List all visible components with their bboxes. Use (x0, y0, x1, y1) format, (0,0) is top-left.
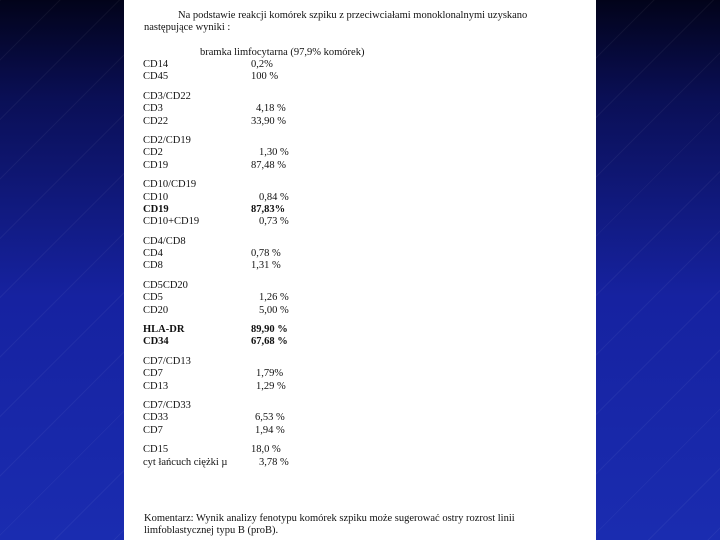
marker-value: 1,79% (256, 368, 284, 380)
marker-value: 5,00 % (259, 304, 289, 316)
marker-row (143, 381, 443, 393)
marker-name: CD3/CD22 (143, 90, 191, 102)
marker-row (143, 248, 443, 260)
marker-value: 1,30 % (259, 147, 289, 159)
marker-name: CD2/CD19 (143, 134, 191, 146)
marker-row (143, 116, 443, 128)
comment-line-2: limfoblastycznej typu B (proB). (144, 525, 279, 537)
marker-name: CD22 (143, 115, 169, 127)
marker-row (143, 204, 443, 216)
marker-name: CD4/CD8 (143, 235, 186, 247)
marker-name: CD19 (143, 159, 169, 171)
comment-line-1: Komentarz: Wynik analizy fenotypu komórek szpiku może sugerować ostry rozrost linii (144, 513, 515, 524)
marker-row (143, 135, 443, 147)
marker-row (143, 444, 443, 456)
marker-name: CD7 (143, 424, 163, 436)
marker-row (143, 356, 443, 368)
marker-row (143, 368, 443, 380)
group-spacer (143, 317, 443, 324)
group-spacer (143, 349, 443, 356)
marker-value: 1,29 % (256, 380, 286, 392)
marker-name: cyt łańcuch ciężki µ (143, 456, 228, 468)
marker-name: CD7/CD33 (143, 399, 191, 411)
scanned-document (124, 0, 596, 540)
intro-text (144, 10, 574, 35)
marker-name: CD45 (143, 71, 169, 83)
marker-name: CD19 (143, 203, 169, 215)
marker-name: CD20 (143, 304, 169, 316)
group-spacer (143, 128, 443, 135)
intro-line-1: Na podstawie reakcji komórek szpiku z przeciwciałami monoklonalnymi uzyskano (178, 10, 528, 21)
marker-value: 3,78 % (259, 456, 289, 468)
marker-value: 1,31 % (251, 260, 281, 272)
comment-text (144, 513, 584, 538)
marker-name: CD5 (143, 292, 163, 304)
marker-name: CD2 (143, 147, 163, 159)
marker-row (143, 412, 443, 424)
intro-line-2: następujące wyniki : (144, 22, 231, 34)
group-spacer (143, 393, 443, 400)
marker-value: 100 % (251, 71, 279, 83)
marker-name: CD7 (143, 368, 163, 380)
marker-name: HLA-DR (143, 324, 185, 336)
marker-name: CD4 (143, 248, 163, 260)
marker-row (143, 216, 443, 228)
marker-value: 18,0 % (251, 444, 281, 456)
marker-name: CD15 (143, 444, 169, 456)
marker-name: CD33 (143, 412, 169, 424)
marker-name: CD10/CD19 (143, 179, 197, 191)
marker-name: CD14 (143, 59, 169, 70)
group-spacer (143, 437, 443, 444)
marker-value: 6,53 % (255, 412, 285, 424)
marker-row (143, 305, 443, 317)
marker-results-table (143, 59, 443, 469)
marker-name: CD10 (143, 191, 169, 203)
marker-value: 0,78 % (251, 248, 281, 260)
marker-row (143, 457, 443, 469)
marker-row (143, 292, 443, 304)
marker-value: 33,90 % (251, 115, 286, 127)
gate-label: bramka limfocytarna (97,9% komórek) (200, 47, 365, 58)
group-spacer (143, 229, 443, 236)
marker-row (143, 324, 443, 336)
marker-value: 0,84 % (259, 191, 289, 203)
marker-value: 0,73 % (259, 216, 289, 228)
marker-row (143, 160, 443, 172)
marker-row (143, 280, 443, 292)
group-spacer (143, 172, 443, 179)
marker-name: CD10+CD19 (143, 216, 200, 228)
marker-value: 1,94 % (255, 424, 285, 436)
marker-name: CD5CD20 (143, 279, 188, 291)
group-spacer (143, 273, 443, 280)
marker-row (143, 236, 443, 248)
marker-name: CD8 (143, 260, 163, 272)
marker-value: 89,90 % (251, 324, 288, 336)
marker-row (143, 71, 443, 83)
marker-value: 87,48 % (251, 159, 286, 171)
marker-row (143, 91, 443, 103)
marker-value: 87,83% (251, 203, 286, 215)
marker-row (143, 260, 443, 272)
marker-name: CD34 (143, 336, 169, 348)
marker-value: 4,18 % (256, 103, 286, 115)
marker-row (143, 59, 443, 71)
marker-name: CD7/CD13 (143, 355, 191, 367)
marker-row (143, 147, 443, 159)
marker-value: 67,68 % (251, 336, 288, 348)
marker-row (143, 179, 443, 191)
marker-row (143, 336, 443, 348)
marker-name: CD13 (143, 380, 169, 392)
marker-value: 0,2% (251, 59, 273, 70)
marker-row (143, 425, 443, 437)
marker-value: 1,26 % (259, 292, 289, 304)
marker-row (143, 400, 443, 412)
marker-row (143, 103, 443, 115)
marker-name: CD3 (143, 103, 163, 115)
group-spacer (143, 84, 443, 91)
marker-row (143, 192, 443, 204)
